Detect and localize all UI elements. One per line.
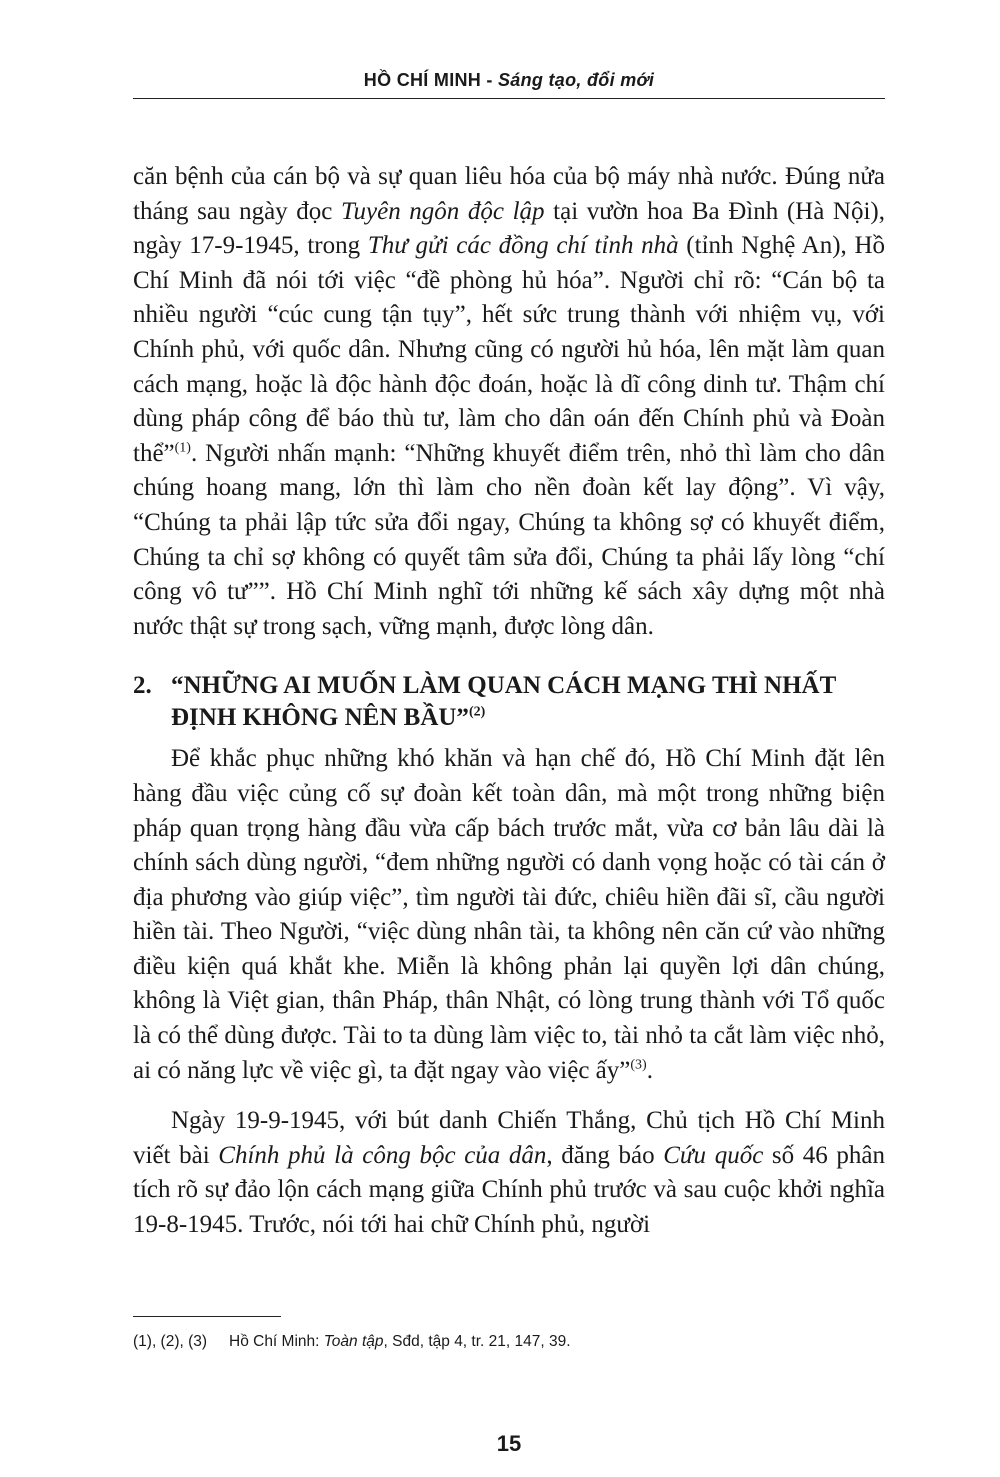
p1-italic-thu-gui: Thư gửi các đồng chí tỉnh nhà	[367, 232, 679, 260]
section-title-line-2-wrap	[133, 702, 885, 734]
section-heading-2	[133, 670, 885, 734]
section-number: 2.	[133, 672, 152, 700]
p1-text-3: (tỉnh Nghệ An), Hồ Chí Minh đã nói tới việc “đề phòng hủ hóa”. Người chỉ rõ: “Cán bộ ta nhiều người “cúc cung tận tụy”, hết sức trung thành với nhiệm vụ, với Chính phủ, với quốc dân. Nhưng cũng có người hủ hóa, lên mặt làm quan cách mạng, hoặc là độc hành độc đoán, hoặc là dĩ công dinh tư. Thậm chí dùng pháp công để báo thù tư, làm cho dân oán đến Chính phủ và Đoàn thể”	[133, 232, 886, 467]
footnote-rest: , Sđd, tập 4, tr. 21, 147, 39.	[383, 1333, 571, 1350]
footnote-work: Toàn tập	[323, 1333, 384, 1350]
paragraph-2	[133, 742, 885, 1088]
p1-text-1: căn bệnh của cán bộ và sự quan liêu hóa của bộ máy nhà nước. Đúng nửa tháng sau ngày đọc	[133, 163, 885, 225]
footnote-refs: (1), (2), (3)	[133, 1333, 208, 1350]
p1-italic-tuyen-ngon: Tuyên ngôn độc lập	[340, 197, 545, 225]
footnote	[133, 1333, 885, 1351]
section-title-line-1: “NHỮNG AI MUỐN LÀM QUAN CÁCH MẠNG THÌ NHẤT	[171, 672, 837, 700]
p2-text-2: .	[646, 1056, 653, 1084]
p1-text-4: . Người nhấn mạnh: “Những khuyết điểm trên, nhỏ thì làm cho dân chúng hoang mang, lớn thì làm cho nền đoàn kết lay động”. Vì vậy, “Chúng ta phải lập tức sửa đổi ngay, Chúng ta không sợ có khuyết điểm, Chúng ta chỉ sợ không có quyết tâm sửa đổi, Chúng ta phải lấy lòng “chí công vô tư””. Hồ Chí Minh nghĩ tới những kế sách xây dựng một nhà nước thật sự trong sạch, vững mạnh, được lòng dân.	[133, 439, 885, 640]
paragraph-3	[133, 1104, 885, 1242]
header-subtitle: Sáng tạo, đổi mới	[498, 70, 655, 90]
footnote-author: Hồ Chí Minh:	[229, 1333, 324, 1350]
section-title-line-2: ĐỊNH KHÔNG NÊN BẦU”	[171, 704, 469, 732]
paragraph-gap	[133, 1088, 885, 1104]
footnote-rule	[133, 1316, 281, 1317]
p3-text-2: , đăng báo	[546, 1141, 664, 1169]
header-separator: -	[481, 70, 498, 90]
page-body	[133, 160, 885, 1243]
footnote-ref-1: (1)	[174, 440, 191, 456]
paragraph-1	[133, 160, 885, 644]
p3-italic-chinh-phu: Chính phủ là công bộc của dân	[218, 1141, 547, 1169]
running-header	[133, 70, 885, 91]
p3-italic-cuu-quoc: Cứu quốc	[663, 1141, 764, 1169]
header-author: HỒ CHÍ MINH	[363, 70, 482, 90]
footnote-ref-2: (2)	[468, 704, 486, 720]
footnote-ref-3: (3)	[630, 1057, 647, 1073]
p2-text-1: Để khắc phục những khó khăn và hạn chế đó, Hồ Chí Minh đặt lên hàng đầu việc củng cố sự đoàn kết toàn dân, mà một trong những biện pháp quan trọng hàng đầu vừa cấp bách trước mắt, vừa cơ bản lâu dài là chính sách dùng người, “đem những người có danh vọng hoặc có tài cán ở địa phương vào giúp việc”, tìm người tài đức, chiêu hiền đãi sĩ, cầu người hiền tài. Theo Người, “việc dùng nhân tài, ta không nên căn cứ vào những điều kiện quá khắt khe. Miễn là không phản lại quyền lợi dân chúng, không là Việt gian, thân Pháp, thân Nhật, có lòng trung thành với Tổ quốc là có thể dùng được. Tài to ta dùng làm việc to, tài nhỏ ta cắt làm việc nhỏ, ai có năng lực về việc gì, ta đặt ngay vào việc ấy”	[133, 745, 885, 1084]
header-rule	[133, 98, 885, 99]
page-number: 15	[496, 1431, 522, 1456]
p3-text-3: số 46 phân tích rõ sự đảo lộn cách mạng giữa Chính phủ trước và sau cuộc khởi nghĩa 19-8-1945. Trước, nói tới hai chữ Chính phủ, người	[133, 1141, 886, 1239]
p3-text-1: Ngày 19-9-1945, với bút danh Chiến Thắng, Chủ tịch Hồ Chí Minh viết bài	[133, 1107, 885, 1169]
p1-text-2: tại vườn hoa Ba Đình (Hà Nội), ngày 17-9-1945, trong	[133, 197, 885, 260]
